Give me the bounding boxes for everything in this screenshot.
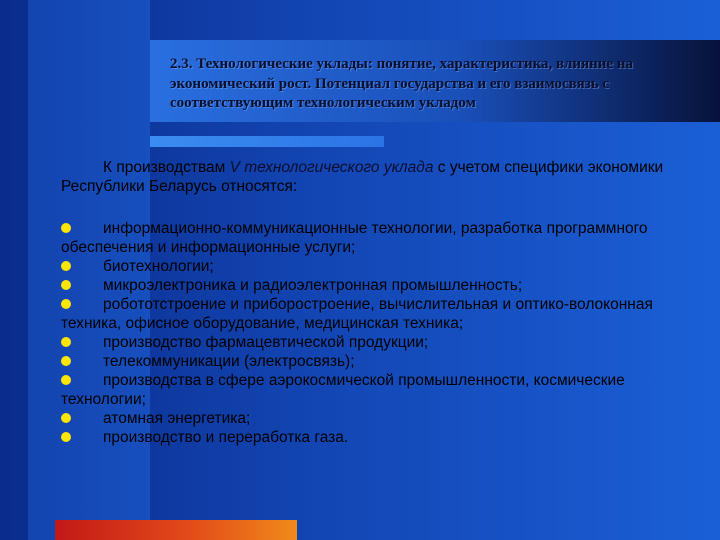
bullet-icon xyxy=(61,261,71,271)
list-item-text: производство фармацевтической продукции; xyxy=(103,334,429,351)
bullet-icon xyxy=(61,299,71,309)
list-item xyxy=(61,295,681,333)
intro-after: с учетом специфики экономики Республики Беларусь относятся: xyxy=(61,159,664,195)
intro-before: К производствам xyxy=(103,159,230,176)
list-item-text: биотехнологии; xyxy=(103,258,214,275)
bullet-icon xyxy=(61,432,71,442)
list-item-text: телекоммуникации (электросвязь); xyxy=(103,353,355,370)
intro-paragraph xyxy=(61,158,681,196)
list-item xyxy=(61,352,681,371)
list-item-text: производство и переработка газа. xyxy=(103,429,349,446)
list-item-text: атомная энергетика; xyxy=(103,410,251,427)
slide-content xyxy=(61,158,681,447)
bottom-accent-bar xyxy=(55,520,297,540)
list-item xyxy=(61,219,681,257)
intro-emphasis: V технологического уклада xyxy=(229,159,434,176)
list-item xyxy=(61,428,681,447)
bullet-icon xyxy=(61,356,71,366)
bullet-icon xyxy=(61,223,71,233)
list-item xyxy=(61,371,681,409)
list-item-text: производства в сфере аэрокосмической промышленности, космические технологии; xyxy=(61,372,625,408)
list-item-text: микроэлектроника и радиоэлектронная промышленность; xyxy=(103,277,523,294)
bullet-icon xyxy=(61,375,71,385)
list-item-text: информационно-коммуникационные технологии, разработка программного обеспечения и информационные услуги; xyxy=(61,220,648,256)
list-item-text: робототстроение и приборостроение, вычислительная и оптико-волоконная техника, офисное оборудование, медицинская техника; xyxy=(61,296,653,332)
industries-list xyxy=(61,219,681,447)
list-item xyxy=(61,276,681,295)
title-underline-bar xyxy=(150,136,384,147)
list-item xyxy=(61,333,681,352)
slide-title: 2.3. Технологические уклады: понятие, характеристика, влияние на экономический рост. Потенциал государства и его взаимосвязь с соответствующим технологическим укладом xyxy=(170,56,633,111)
list-item xyxy=(61,409,681,428)
bullet-icon xyxy=(61,280,71,290)
list-item xyxy=(61,257,681,276)
bullet-icon xyxy=(61,337,71,347)
bullet-icon xyxy=(61,413,71,423)
